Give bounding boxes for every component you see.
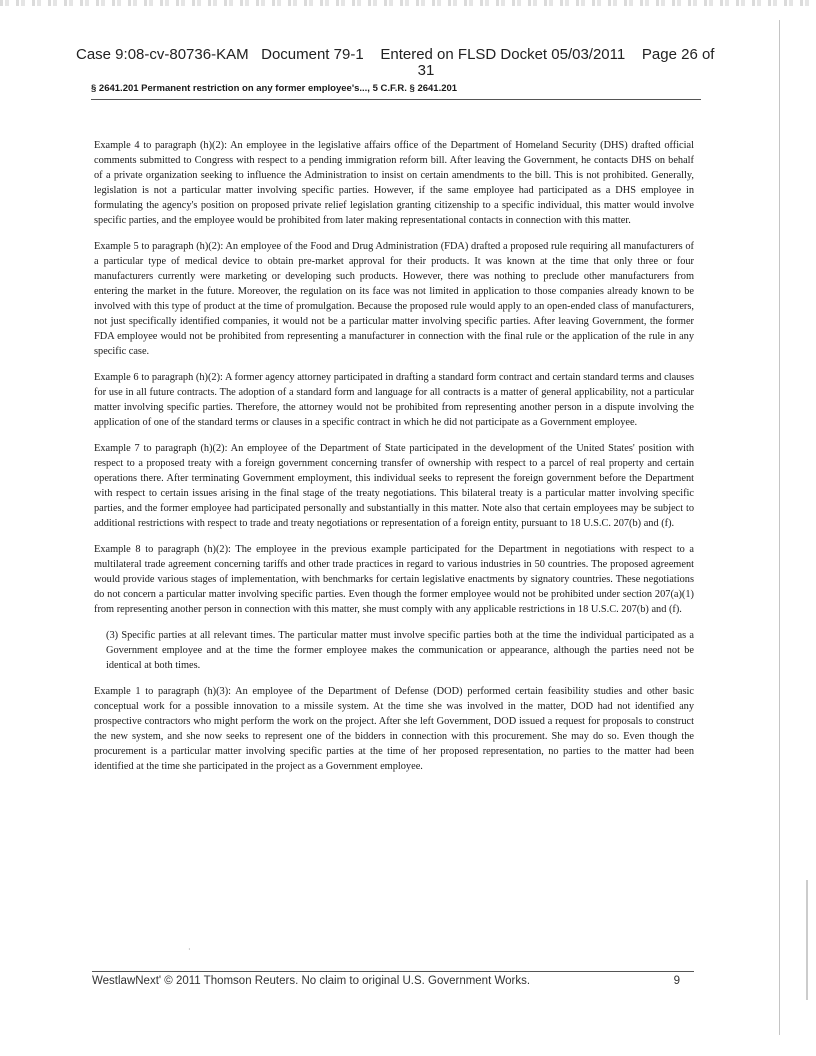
paragraph-example-8: Example 8 to paragraph (h)(2): The employee in the previous example participated for the Department in negotiations with respect to a multilateral trade agreement concerning tariffs and other trade practices in regard to various industries in 50 countries. The proposed agreement would provide various stages of implementation, with benchmarks for certain legislative enactments by signatory countries. These negotiations do not concern a particular matter involving specific parties. Even though the former employee would not be prohibited under section 207(a)(1) from representing another person in connection with this matter, she must comply with any applicable restrictions in 18 U.S.C. 207(b) and (f). [94, 544, 694, 615]
scan-margin-mark [806, 880, 808, 1000]
footer-copyright: WestlawNext' © 2011 Thomson Reuters. No claim to original U.S. Government Works. [92, 975, 531, 987]
page-of-label: Page 26 of [641, 46, 715, 63]
running-head: § 2641.201 Permanent restriction on any former employee's..., 5 C.F.R. § 2641.201 [91, 83, 701, 100]
document-number: Document 79-1 [261, 46, 364, 63]
court-docket-stamp [76, 47, 736, 79]
paragraph-example-7: Example 7 to paragraph (h)(2): An employee of the Department of State participated in the development of the United States' position with respect to a proposed treaty with a foreign government concerning transfer of ownership with respect to a parcel of real property and certain operations there. After terminating Government employment, this individual seeks to represent the foreign government before the Department with respect to certain issues arising in the final stage of the treaty negotiations. This bilateral treaty is a particular matter involving specific parties, and the former employee had participated personally and substantially in this matter. Note also that certain employees may be subject to additional restrictions with respect to trade and treaty negotiations or representation of a foreign entity, pursuant to 18 U.S.C. 207(b) and (f). [94, 443, 694, 529]
paragraph-example-1-h3: Example 1 to paragraph (h)(3): An employee of the Department of Defense (DOD) performed certain feasibility studies and other basic conceptual work for a possible innovation to a missile system. At the time she was involved in the matter, DOD had not identified any prospective contractors who might perform the work on the project. After she left Government, DOD issued a request for proposals to construct the new system, and she now seeks to represent one of the bidders in connection with this procurement. She may do so. Even though the procurement is a particular matter involving specific parties at the time of her proposed representation, no parties to the matter had been identified at the time she participated in the project as a Government employee. [94, 686, 694, 772]
scan-edge-artifact [0, 0, 816, 6]
paragraph-example-6: Example 6 to paragraph (h)(2): A former agency attorney participated in drafting a standard form contract and certain standard terms and clauses for use in all future contracts. The adoption of a standard form and language for all contracts is a matter of general applicability, not a particular matter involving specific parties. Therefore, the attorney would not be prohibited from representing another person in a dispute involving the application of one of the standard terms or clauses in a specific contract in which he did not participate as a Government employee. [94, 372, 694, 428]
paragraph-specific-parties: (3) Specific parties at all relevant times. The particular matter must involve specific parties both at the time the individual participated as a Government employee and at the time the former employee makes the communication or appearance, although the parties need not be identical at both times. [106, 630, 694, 671]
paragraph-example-5: Example 5 to paragraph (h)(2): An employee of the Food and Drug Administration (FDA) drafted a proposed rule requiring all manufacturers of a particular type of medical device to obtain pre-market approval for their products. It was known at the time that only three or four manufacturers currently were marketing or developing such products. However, there was nothing to preclude other manufacturers from entering the market in the future. Moreover, the regulation on its face was not limited in application to those companies already known to be involved with this type of product at the time of promulgation. Because the proposed rule would apply to an open-ended class of manufacturers, not just specifically identified companies, it would not be a particular matter involving specific parties. After leaving Government, the former FDA employee would not be prohibited from representing a manufacturer in connection with the final rule or the application of the rule in any specific case. [94, 241, 694, 357]
docket-stamp-line [76, 47, 736, 63]
scan-margin-line [779, 20, 780, 1035]
page-footer [92, 971, 694, 987]
docket-entry-date: Entered on FLSD Docket 05/03/2011 [380, 46, 626, 63]
page-total: 31 [417, 62, 435, 79]
case-number: Case 9:08-cv-80736-KAM [76, 46, 249, 63]
footer-page-number: 9 [673, 975, 680, 987]
paragraph-example-4: Example 4 to paragraph (h)(2): An employee in the legislative affairs office of the Department of Homeland Security (DHS) drafted official comments submitted to Congress with respect to a pending immigration reform bill. After leaving the Government, he contacts DHS on behalf of a private organization seeking to influence the Administration to insist on certain amendments to the bill. This is not prohibited. Generally, legislation is not a particular matter involving specific parties. However, if the same employee had participated as a DHS employee in formulating the agency's position on proposed private relief legislation granting citizenship to a specific individual, this matter would involve specific parties, and the employee would be prohibited from later making representational contacts in connection with this matter. [94, 140, 694, 226]
scan-dot-mark: · [188, 945, 191, 954]
document-body [94, 138, 694, 785]
